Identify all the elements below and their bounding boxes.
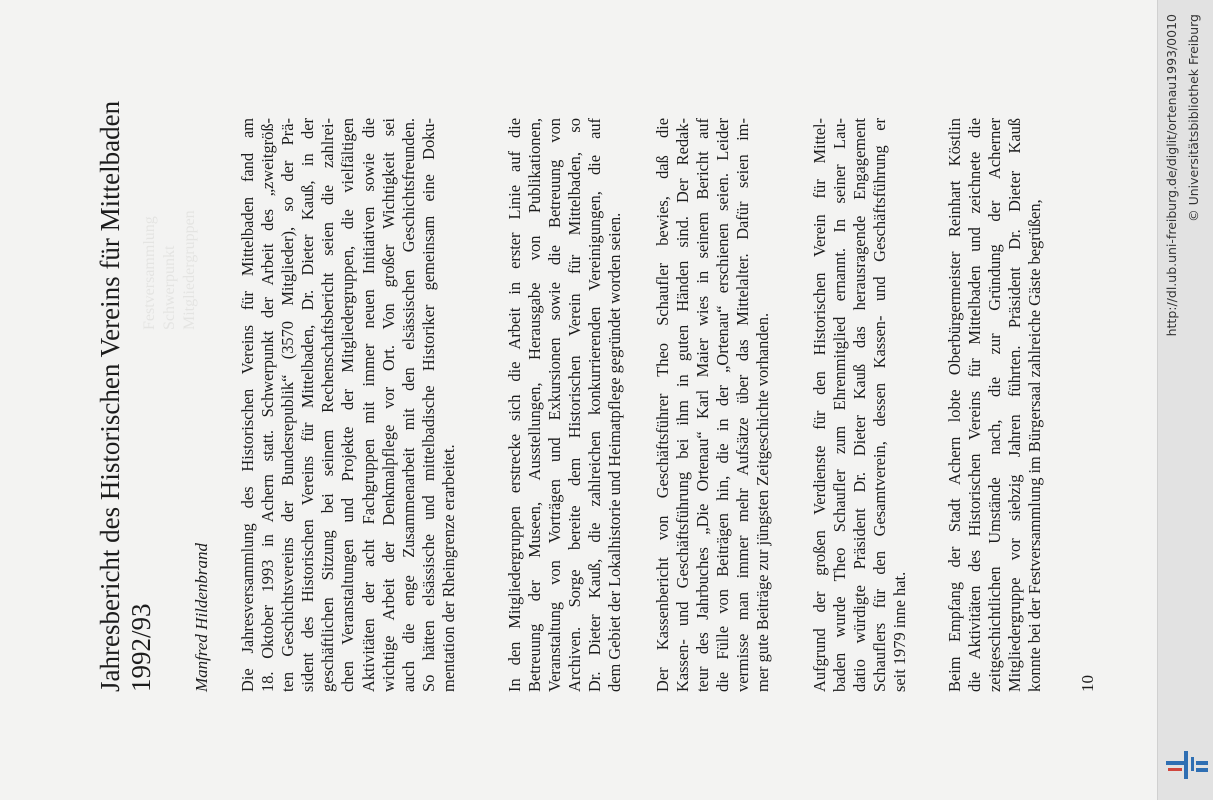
page-number: 10 bbox=[1078, 675, 1097, 692]
text-line: Beim Empfang der Stadt Achern lobte Oberbürgermeister Reinhart Köstlin bbox=[945, 118, 964, 692]
text-line: mentation der Rheingrenze erarbeitet. bbox=[438, 444, 458, 692]
text-line: auch die enge Zusammenarbeit mit den elsässischen Geschichtsfreunden. bbox=[398, 118, 418, 692]
text-line: Veranstaltung von Vorträgen und Exkursionen sowie die Betreuung von bbox=[545, 118, 565, 692]
paragraph-4 bbox=[810, 118, 910, 692]
paragraph-text bbox=[505, 118, 626, 692]
paragraph-1 bbox=[238, 118, 459, 692]
text-line: datio würdigte Präsident Dr. Dieter Kauß das herausragende Engagement bbox=[850, 118, 870, 692]
paragraph-text bbox=[945, 118, 1045, 692]
text-line: mer gute Beiträge zur jüngsten Zeitgeschichte vorhanden. bbox=[753, 312, 773, 692]
text-line: wichtige Arbeit der Denkmalpflege vor Ort. Von großer Wichtigkeit sei bbox=[378, 118, 398, 692]
bleed-through-text: Festversammlung Schwerpunkt Mitgliedergruppen bbox=[141, 210, 198, 330]
text-line: konnte bei der Festversammlung im Bürgersaal zahlreiche Gäste begrüßen, bbox=[1025, 199, 1045, 692]
text-line: Archiven. Sorge bereite dem Historischen Verein für Mittelbaden, so bbox=[565, 118, 585, 692]
text-line: seit 1979 inne hat. bbox=[890, 571, 910, 692]
text-line: Mitgliedergruppe vor siebzig Jahren führten. Präsident Dr. Dieter Kauß bbox=[1005, 118, 1025, 692]
text-line: ten Geschichtsvereins der Bundesrepublik“ (3570 Mitglieder), so der Prä- bbox=[278, 118, 298, 692]
text-line: dem Gebiet der Lokalhistorie und Heimatpflege gegründet worden seien. bbox=[605, 212, 625, 692]
text-line: baden wurde Theo Schaufler zum Ehrenmitglied ernannt. In seiner Lau- bbox=[830, 118, 850, 692]
text-line: teur des Jahrbuches „Die Ortenau“ Karl Maier wies in seinem Bericht auf bbox=[693, 118, 713, 692]
paragraph-5 bbox=[945, 118, 1045, 692]
paragraph-3 bbox=[653, 118, 774, 692]
author-name: Manfred Hildenbrand bbox=[192, 542, 211, 692]
text-line: zeitgeschichtlichen Umstände nach, die zur Gründung der Acherner bbox=[985, 118, 1005, 692]
viewer-sidebar bbox=[1157, 0, 1213, 800]
text-line: Betreuung der Museen, Ausstellungen, Herausgabe von Publikationen, bbox=[525, 118, 545, 692]
paragraph-text bbox=[653, 118, 774, 692]
text-line: Die Jahresversammlung des Historischen Vereins für Mittelbaden fand am bbox=[238, 118, 257, 692]
text-line: vermisse man immer mehr Aufsätze über das Mittelalter. Dafür seien im- bbox=[733, 118, 753, 692]
paragraph-text bbox=[238, 118, 459, 692]
paragraph-2 bbox=[505, 118, 626, 692]
text-line: die Aktivitäten des Historischen Vereins für Mittelbaden und zeichnete die bbox=[965, 118, 985, 692]
title-line-1: Jahresbericht des Historischen Vereins für Mittelbaden bbox=[95, 100, 125, 692]
text-line: die Fülle von Beiträgen hin, die in der „Ortenau“ erschienen seien. Leider bbox=[713, 118, 733, 692]
text-line: In den Mitgliedergruppen erstrecke sich die Arbeit in erster Linie auf die bbox=[505, 118, 524, 692]
paragraph-text bbox=[810, 118, 910, 692]
text-line: chen Veranstaltungen und Projekte der Mitgliedergruppen, die vielfältigen bbox=[338, 118, 358, 692]
source-url-link[interactable]: http://dl.ub.uni-freiburg.de/diglit/ortenau1993/0010 bbox=[1164, 14, 1179, 337]
text-line: Kassen- und Geschäftsführung bei ihm in guten Händen sind. Der Redak- bbox=[673, 118, 693, 692]
text-line: Aktivitäten der acht Fachgruppen mit immer neuen Initiativen sowie die bbox=[358, 118, 378, 692]
text-line: Schauflers für den Gesamtverein, dessen Kassen- und Geschäftsführung er bbox=[870, 118, 890, 692]
text-line: sident des Historischen Vereins für Mittelbaden, Dr. Dieter Kauß, in der bbox=[298, 118, 318, 692]
ub-freiburg-logo-icon[interactable] bbox=[1166, 748, 1208, 782]
title-line-2: 1992/93 bbox=[126, 603, 156, 692]
text-line: 18. Oktober 1993 in Achern statt. Schwerpunkt der Arbeit des „zweitgröß- bbox=[258, 118, 278, 692]
text-line: geschäftlichen Sitzung bei seinem Rechenschaftsbericht seien die zahlrei- bbox=[318, 118, 338, 692]
copyright-notice: © Universitätsbibliothek Freiburg bbox=[1186, 14, 1201, 222]
text-line: Aufgrund der großen Verdienste für den Historischen Verein für Mittel- bbox=[810, 118, 829, 692]
text-line: So hätten elsässische und mittelbadische Historiker gemeinsam eine Doku- bbox=[418, 118, 438, 692]
article-title bbox=[95, 72, 157, 692]
text-line: Der Kassenbericht von Geschäftsführer Theo Schaufler bewies, daß die bbox=[653, 118, 672, 692]
text-line: Dr. Dieter Kauß, die zahlreichen konkurrierenden Vereinigungen, die auf bbox=[585, 118, 605, 692]
